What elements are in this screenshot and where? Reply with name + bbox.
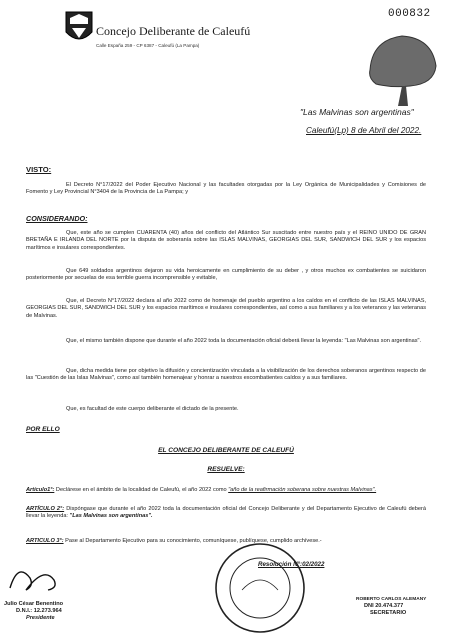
article-label: ARTÍCULO 2°: [26, 506, 65, 512]
official-stamp [212, 540, 308, 636]
article-1 [26, 487, 426, 494]
considerando-paragraph: Que, este año se cumplen CUARENTA (40) años del conflicto del Atlántico Sur suscitado entre nuestro país y el REINO UNIDO DE GRAN BRETAÑA E IRLANDA DEL NORTE por la disputa de soberanía sobre las ISLAS MALVINAS, GEORGIAS DEL SUR, SANDWICH DEL SUR y los espacios marítimos e insulares correspondientes. [26, 230, 426, 251]
signer-dni: D.N.I.: 12.273.964 [16, 608, 62, 614]
article-2 [26, 506, 426, 521]
signer-role: Presidente [26, 615, 55, 621]
body-title: EL CONCEJO DELIBERANTE DE CALEUFÚ [158, 447, 294, 454]
signature-president [4, 560, 114, 622]
article-quote: "año de la reafirmación soberana sobre nuestras Malvinas". [228, 487, 377, 493]
org-name: Concejo Deliberante de Caleufú [96, 24, 251, 38]
article-label: Artículo1°: [26, 487, 55, 493]
considerando-paragraph: Que 649 soldados argentinos dejaron su vida heroicamente en cumplimiento de su deber , y otros muchos ex combatientes se suicidaron posteriormente por secuelas de esa terrible guerra incomprensible y evitable, [26, 268, 426, 282]
motto-line: "Las Malvinas son argentinas" [300, 107, 414, 117]
considerando-paragraph: Que, dicha medida tiene por objetivo la difusión y concientización vinculada a la visibilización de los derechos soberanos argentinos respecto de las "Cuestión de las Islas Malvinas", como así también homenajear y honrar a nuestros excombatientes caídos y a sus familiares. [26, 368, 426, 382]
visto-text: El Decreto N°17/2022 del Poder Ejecutivo Nacional y las facultades otorgadas por la Ley Orgánica de Municipalidades y Comisiones de Fomento y Ley Provincial N°3404 de la Provincia de La Pampa; y [26, 182, 426, 196]
municipal-crest-logo [64, 10, 94, 46]
resolution-number: Resolución N°:02/2022 [258, 561, 325, 568]
signer-name: Julio César Benentino [4, 601, 64, 607]
article-label: ARTICULO 3°: [26, 538, 64, 544]
document-number: 000832 [388, 8, 431, 20]
visto-heading: VISTO: [26, 165, 52, 174]
date-line: Caleufú(Lp) 8 de Abril del 2022. [306, 126, 422, 135]
article-text: Declárese en el ámbito de la localidad de Caleufú, el año 2022 como [55, 487, 229, 493]
signature-secretary [356, 596, 446, 617]
considerando-paragraph: Que, el mismo también dispone que durante el año 2022 toda la documentación oficial deberá llevar la leyenda: "Las Malvinas son argentinas". [66, 338, 422, 344]
article-text: Dispóngase que durante el año 2022 toda la documentación oficial del Concejo Deliberante y del Departamento Ejecutivo de Caleufú deberá llevar la leyenda: [26, 506, 426, 520]
considerando-paragraph: Que, es facultad de este cuerpo deliberante el dictado de la presente. [66, 406, 239, 412]
signer-role: SECRETARIO [370, 610, 407, 616]
por-ello-heading: POR ELLO [26, 426, 60, 433]
signer-name: ROBERTO CARLOS ALEMANY [356, 597, 427, 602]
resuelve-heading: RESUELVE: [207, 466, 245, 473]
article-text: Pase al Departamento Ejecutivo para su conocimiento, comuníquese, publíquese, cumplido archívese.- [65, 538, 322, 544]
considerando-paragraph: Que, el Decreto N°17/2022 declara al año 2022 como de homenaje del pueblo argentino a los caídos en el conflicto de las ISLAS MALVINAS, GEORGIAS DEL SUR, SANDWICH DEL SUR y los espacios marítimos e insulares correspondientes, así como a sus familiares y a los veteranos y las veteranas de Malvinas. [26, 298, 426, 319]
tree-emblem [362, 30, 442, 108]
signature-scribble [4, 560, 64, 596]
considerando-heading: CONSIDERANDO: [26, 214, 88, 223]
article-quote: "Las Malvinas son argentinas". [69, 513, 153, 520]
signer-dni: DNI 20.474.377 [364, 603, 404, 609]
org-address: Calle España 259 - CP 6387 - Caleufú (La Pampa) [96, 43, 200, 48]
